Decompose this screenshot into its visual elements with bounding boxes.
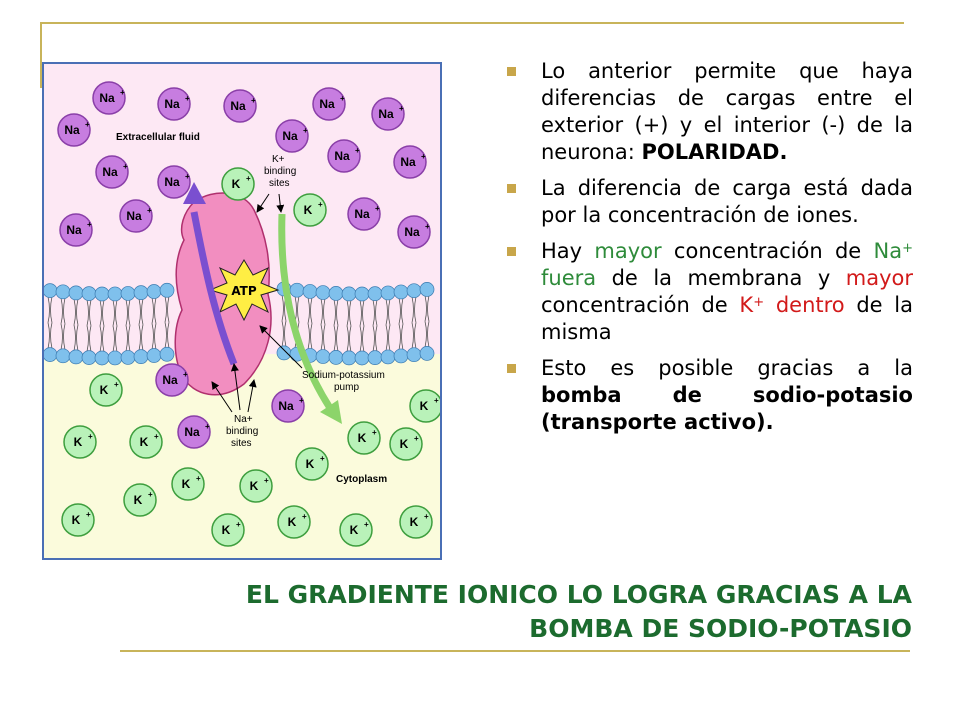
potassium-ion-charge: +	[414, 434, 419, 443]
bullet-square-icon	[507, 67, 516, 76]
bottom-rule	[120, 650, 910, 652]
potassium-ion-symbol: K	[399, 437, 409, 451]
lipid-head	[407, 284, 421, 298]
k-sites-label-line2: binding	[264, 166, 297, 177]
potassium-ion	[410, 390, 440, 422]
lipid-head	[342, 287, 356, 301]
sodium-ion	[272, 390, 304, 422]
lipid-head	[303, 284, 317, 298]
lipid-head	[44, 348, 57, 362]
sodium-ion-symbol: Na	[319, 97, 335, 111]
potassium-ion-charge: +	[320, 454, 325, 463]
potassium-ion	[130, 426, 162, 458]
lipid-head	[381, 286, 395, 300]
lipid-head	[316, 350, 330, 364]
pump-label-line1: Sodium-potassium	[302, 370, 385, 381]
sodium-ion-symbol: Na	[162, 373, 178, 387]
potassium-ion-charge: +	[372, 428, 377, 437]
sodium-ion-charge: +	[303, 126, 308, 135]
sodium-ion	[96, 156, 128, 188]
bullet-square-icon	[507, 247, 516, 256]
sodium-ion-symbol: Na	[404, 225, 420, 239]
top-rule	[40, 22, 904, 24]
lipid-head	[342, 351, 356, 365]
lipid-head	[121, 286, 135, 300]
k-sites-label-line3: sites	[269, 178, 290, 189]
extracellular-label: Extracellular fluid	[116, 132, 200, 143]
sodium-ion-charge: +	[185, 172, 190, 181]
potassium-ion	[62, 504, 94, 536]
plain-text: Lo anterior permite que haya diferencias de cargas entre el exterior (+) y el interior (-) de la neurona:	[541, 59, 913, 164]
lipid-head	[160, 283, 174, 297]
sodium-ion-symbol: Na	[126, 209, 142, 223]
k-sites-label-line1: K+	[272, 154, 285, 165]
lipid-head	[56, 285, 70, 299]
potassium-ion-charge: +	[302, 512, 307, 521]
potassium-ion	[340, 514, 372, 546]
potassium-ion	[400, 506, 432, 538]
potassium-ion	[278, 506, 310, 538]
sodium-ion	[398, 216, 430, 248]
sodium-ion	[58, 114, 90, 146]
lipid-head	[290, 283, 304, 297]
sodium-ion-symbol: Na	[400, 155, 416, 169]
bullet-item	[505, 175, 913, 229]
lipid-head	[355, 351, 369, 365]
sodium-ion	[178, 416, 210, 448]
potassium-ion-symbol: K	[303, 203, 313, 217]
sodium-ion-symbol: Na	[66, 223, 82, 237]
sodium-ion	[158, 166, 190, 198]
sodium-ion-charge: +	[355, 146, 360, 155]
lipid-head	[95, 351, 109, 365]
lipid-head	[82, 287, 96, 301]
potassium-ion-charge: +	[318, 200, 323, 209]
lipid-head	[134, 286, 148, 300]
lipid-head	[56, 349, 70, 363]
sodium-ion-symbol: Na	[99, 91, 115, 105]
potassium-ion-symbol: K	[221, 523, 231, 537]
slide-title-line2: BOMBA DE SODIO-POTASIO	[529, 614, 912, 643]
potassium-ion-symbol: K	[357, 431, 367, 445]
potassium-ion-symbol: K	[181, 477, 191, 491]
sodium-ion-charge: +	[87, 220, 92, 229]
lipid-head	[368, 287, 382, 301]
potassium-ion-charge: +	[364, 520, 369, 529]
sodium-ion-charge: +	[120, 88, 125, 97]
sodium-ion-charge: +	[147, 206, 152, 215]
potassium-ion-symbol: K	[349, 523, 359, 537]
lipid-head	[108, 287, 122, 301]
potassium-ion	[212, 514, 244, 546]
bullet-text	[541, 356, 913, 434]
sodium-ion-charge: +	[421, 152, 426, 161]
potassium-ion	[90, 374, 122, 406]
lipid-head	[69, 286, 83, 300]
pump-diagram-svg	[44, 64, 440, 558]
plain-text: de la misma	[541, 293, 914, 344]
potassium-ion-symbol: K	[133, 493, 143, 507]
bullet-text	[541, 239, 913, 344]
sodium-ion	[276, 120, 308, 152]
sodium-ion	[394, 146, 426, 178]
lipid-head	[121, 350, 135, 364]
highlight-green-text: +	[902, 241, 914, 256]
sodium-ion-charge: +	[299, 396, 304, 405]
sodium-ion-symbol: Na	[230, 99, 246, 113]
lipid-head	[394, 285, 408, 299]
lipid-head	[407, 348, 421, 362]
lipid-head	[108, 351, 122, 365]
potassium-ion-charge: +	[114, 380, 119, 389]
sodium-ion-charge: +	[375, 204, 380, 213]
potassium-ion	[390, 428, 422, 460]
highlight-green-text: Na	[873, 239, 903, 263]
highlight-red-text: dentro	[764, 293, 845, 317]
sodium-ion-charge: +	[185, 94, 190, 103]
potassium-ion-symbol: K	[73, 435, 83, 449]
potassium-ion-charge: +	[264, 476, 269, 485]
sodium-ion-symbol: Na	[164, 97, 180, 111]
bullet-square-icon	[507, 184, 516, 193]
potassium-ion-symbol: K	[287, 515, 297, 529]
potassium-ion-charge: +	[236, 520, 241, 529]
bullet-text	[541, 176, 913, 227]
plain-text: de la membrana y	[596, 266, 846, 290]
sodium-ion	[93, 82, 125, 114]
sodium-ion	[313, 88, 345, 120]
plain-text: Hay	[541, 239, 595, 263]
highlight-green-text: mayor	[594, 239, 662, 263]
potassium-ion-symbol: K	[139, 435, 149, 449]
sodium-ion	[348, 198, 380, 230]
sodium-ion-symbol: Na	[184, 425, 200, 439]
sodium-ion-symbol: Na	[164, 175, 180, 189]
lipid-head	[277, 346, 291, 360]
sodium-ion-charge: +	[425, 222, 430, 231]
highlight-red-text: +	[753, 295, 765, 310]
sodium-ion-symbol: Na	[378, 107, 394, 121]
bullet-list	[505, 58, 913, 445]
potassium-ion-symbol: K	[419, 399, 429, 413]
atp-label: ATP	[231, 284, 257, 298]
bullet-text	[541, 59, 913, 164]
potassium-ion	[222, 168, 254, 200]
bullet-item	[505, 238, 913, 346]
sodium-ion-symbol: Na	[102, 165, 118, 179]
lipid-head	[147, 285, 161, 299]
slide-title	[100, 578, 912, 646]
potassium-ion-symbol: K	[231, 177, 241, 191]
na-sites-label-line1: Na+	[234, 414, 253, 425]
potassium-ion-symbol: K	[249, 479, 259, 493]
bullet-item	[505, 58, 913, 166]
lipid-head	[95, 287, 109, 301]
highlight-red-text: K	[739, 293, 754, 317]
sodium-ion-charge: +	[85, 120, 90, 129]
highlight-red-text: mayor	[845, 266, 913, 290]
lipid-head	[381, 350, 395, 364]
potassium-ion-charge: +	[86, 510, 91, 519]
lipid-head	[394, 349, 408, 363]
bold-text: POLARIDAD.	[641, 140, 788, 164]
sodium-ion-charge: +	[183, 370, 188, 379]
potassium-ion-charge: +	[434, 396, 439, 405]
plain-text: concentración de	[541, 293, 740, 317]
potassium-ion-symbol: K	[99, 383, 109, 397]
lipid-head	[355, 287, 369, 301]
lipid-head	[329, 286, 343, 300]
sodium-ion	[224, 90, 256, 122]
potassium-ion-charge: +	[154, 432, 159, 441]
lipid-head	[44, 284, 57, 298]
slide-title-line1: EL GRADIENTE IONICO LO LOGRA GRACIAS A LA	[245, 580, 912, 609]
na-sites-label-line2: binding	[226, 426, 259, 437]
sodium-ion-charge: +	[123, 162, 128, 171]
sodium-ion-symbol: Na	[334, 149, 350, 163]
potassium-ion-symbol: K	[71, 513, 81, 527]
sodium-ion-symbol: Na	[354, 207, 370, 221]
sodium-ion	[158, 88, 190, 120]
lipid-head	[82, 351, 96, 365]
sodium-ion-charge: +	[340, 94, 345, 103]
bullet-square-icon	[507, 364, 516, 373]
potassium-ion-symbol: K	[305, 457, 315, 471]
sodium-ion	[372, 98, 404, 130]
potassium-ion	[348, 422, 380, 454]
potassium-ion	[172, 468, 204, 500]
sodium-potassium-pump-diagram	[42, 62, 442, 560]
sodium-ion-symbol: Na	[282, 129, 298, 143]
potassium-ion-charge: +	[148, 490, 153, 499]
potassium-ion-charge: +	[424, 512, 429, 521]
lipid-head	[329, 350, 343, 364]
sodium-ion-charge: +	[251, 96, 256, 105]
lipid-head	[69, 350, 83, 364]
plain-text: concentración de	[661, 239, 874, 263]
potassium-ion-charge: +	[88, 432, 93, 441]
potassium-ion	[240, 470, 272, 502]
bold-text: bomba de sodio-potasio (transporte activo).	[541, 383, 913, 434]
lipid-head	[134, 350, 148, 364]
lipid-head	[160, 347, 174, 361]
lipid-head	[147, 349, 161, 363]
potassium-ion	[64, 426, 96, 458]
plain-text: Esto es posible gracias a la	[541, 356, 913, 380]
pump-label-line2: pump	[334, 382, 360, 393]
cytoplasm-label: Cytoplasm	[336, 474, 388, 485]
sodium-ion	[156, 364, 188, 396]
sodium-ion-symbol: Na	[64, 123, 80, 137]
na-sites-label-line3: sites	[231, 438, 252, 449]
sodium-ion-charge: +	[399, 104, 404, 113]
bullet-item	[505, 355, 913, 436]
sodium-ion-symbol: Na	[278, 399, 294, 413]
lipid-head	[420, 346, 434, 360]
potassium-ion	[296, 448, 328, 480]
potassium-ion	[124, 484, 156, 516]
lipid-head	[316, 286, 330, 300]
potassium-ion-symbol: K	[409, 515, 419, 529]
sodium-ion	[60, 214, 92, 246]
potassium-ion-charge: +	[246, 174, 251, 183]
lipid-head	[420, 282, 434, 296]
lipid-head	[368, 351, 382, 365]
potassium-ion	[294, 194, 326, 226]
sodium-ion-charge: +	[205, 422, 210, 431]
sodium-ion	[328, 140, 360, 172]
highlight-green-text: fuera	[541, 266, 597, 290]
potassium-ion-charge: +	[196, 474, 201, 483]
sodium-ion	[120, 200, 152, 232]
plain-text: La diferencia de carga está dada por la concentración de iones.	[541, 176, 913, 227]
